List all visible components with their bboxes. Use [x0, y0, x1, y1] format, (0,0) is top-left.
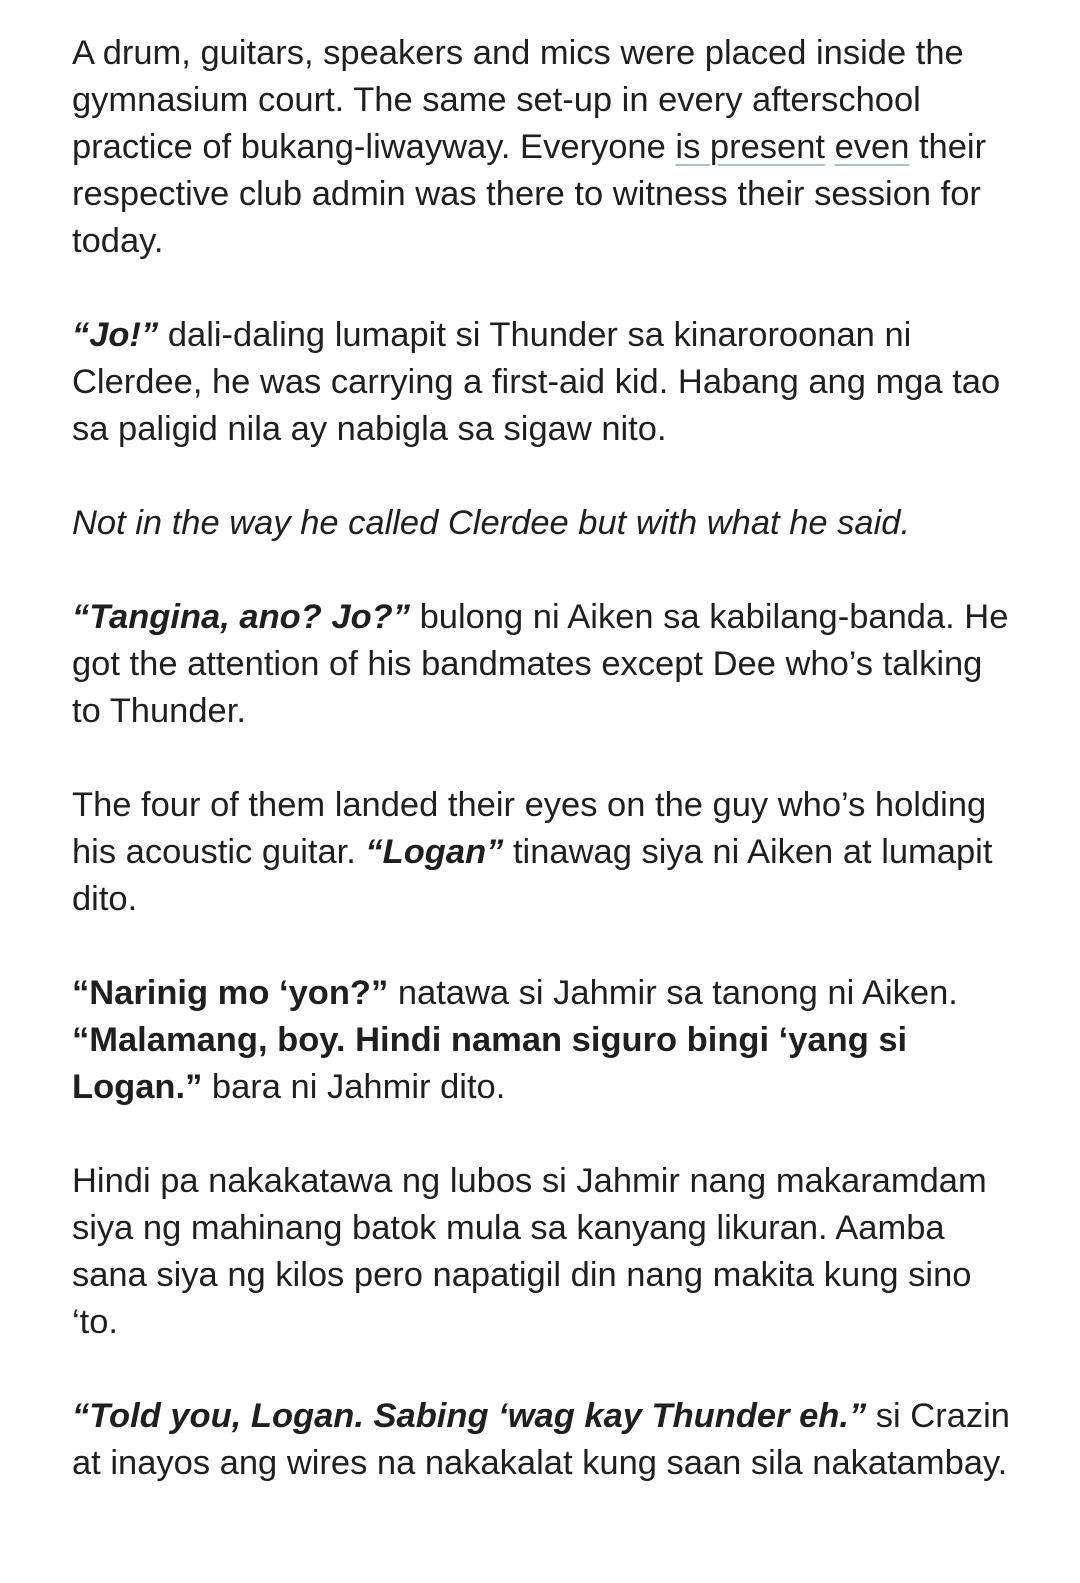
paragraph-text: tinawag siya ni Aiken at lumapit dito.	[72, 833, 993, 918]
paragraph-jo	[72, 312, 1012, 453]
paragraph-text: A drum, guitars, speakers and mics were placed inside the gymnasium court. The same set-up in every afterschool practice of bukang-liwayway. Everyone	[72, 34, 964, 166]
paragraph-text: their respective club admin was there to witness their session for today.	[72, 128, 987, 260]
paragraph-text: bara ni Jahmir dito.	[202, 1068, 506, 1106]
paragraph-narration	[72, 1158, 1012, 1346]
paragraph-text: natawa si Jahmir sa tanong ni Aiken.	[388, 974, 958, 1012]
paragraph-text	[825, 128, 835, 166]
paragraph-crazin	[72, 1393, 1012, 1487]
italic-text: Not in the way he called Clerdee but with what he said.	[72, 504, 911, 542]
paragraph-aiken	[72, 594, 1012, 735]
paragraph-logan	[72, 782, 1012, 923]
paragraph-text: bulong ni Aiken sa kabilang-banda. He got the attention of his bandmates except Dee who’s talking to Thunder.	[72, 598, 1009, 730]
dialogue-quote: “Malamang, boy. Hindi naman siguro bingi ‘yang si Logan.”	[72, 1021, 908, 1106]
paragraph-italic-note	[72, 500, 1012, 547]
dialogue-quote: “Logan”	[365, 833, 504, 871]
paragraph-text: The four of them landed their eyes on the guy who’s holding his acoustic guitar.	[72, 786, 987, 871]
paragraph-jahmir	[72, 970, 1012, 1111]
dialogue-quote: “Told you, Logan. Sabing ‘wag kay Thunder eh.”	[72, 1397, 867, 1435]
dialogue-quote: “Tangina, ano? Jo?”	[72, 598, 410, 636]
paragraph-text: Hindi pa nakakatawa ng lubos si Jahmir nang makaramdam siya ng mahinang batok mula sa kanyang likuran. Aamba sana siya ng kilos pero napatigil din nang makita kung sino ‘to.	[72, 1162, 987, 1341]
paragraph-setup	[72, 30, 1012, 265]
underlined-phrase: is present	[675, 128, 825, 166]
paragraph-text: dali-daling lumapit si Thunder sa kinaroroonan ni Clerdee, he was carrying a first-aid kid. Habang ang mga tao sa paligid nila ay nabigla sa sigaw nito.	[72, 316, 1001, 448]
dialogue-quote: “Narinig mo ‘yon?”	[72, 974, 389, 1012]
paragraph-text: si Crazin at inayos ang wires na nakakalat kung saan sila nakatambay.	[72, 1397, 1010, 1482]
underlined-word: even	[834, 128, 910, 166]
dialogue-quote: “Jo!”	[72, 316, 159, 354]
story-page	[72, 30, 1012, 1487]
